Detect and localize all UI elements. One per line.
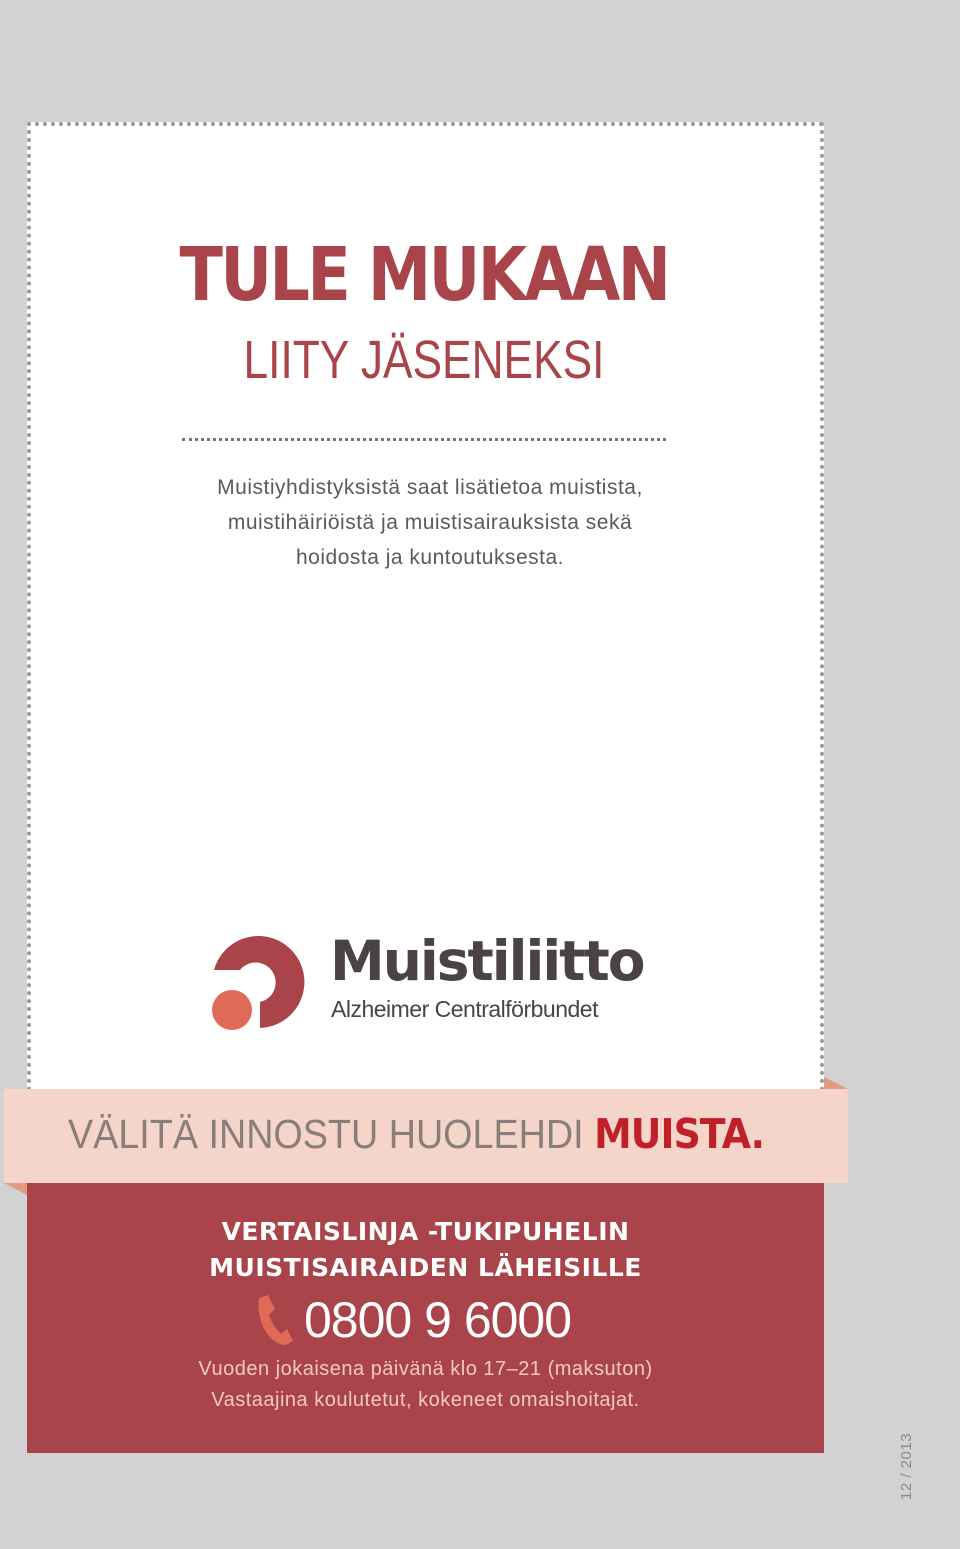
hotline-title-line: VERTAISLINJA -TUKIPUHELIN: [221, 1217, 630, 1246]
logo-name: Muistiliitto: [330, 929, 644, 993]
hotline-info-line: Vuoden jokaisena päivänä klo 17–21 (maksuton): [198, 1358, 653, 1380]
dotted-divider: [182, 438, 666, 441]
hotline-info-line: Vastaajina koulutetut, kokeneet omaishoitajat.: [211, 1389, 640, 1411]
hotline-info: [27, 1354, 824, 1416]
phone-icon: [256, 1294, 294, 1346]
hotline-title-line: MUISTISAIRAIDEN LÄHEISILLE: [209, 1253, 642, 1282]
page-subtitle: LIITY JÄSENEKSI: [243, 330, 605, 390]
logo-subtitle: Alzheimer Centralförbundet: [331, 996, 598, 1022]
slogan-text: [68, 1110, 765, 1158]
slogan-word: INNOSTU: [208, 1111, 379, 1157]
page-title: TULE MUKAAN: [179, 232, 669, 318]
slogan-word: VÄLITÄ: [68, 1111, 198, 1157]
ribbon-fold-right: [824, 1077, 848, 1089]
phone-row: [256, 1290, 596, 1350]
slogan-emphasis: MUISTA.: [594, 1110, 765, 1158]
intro-line: muistihäiriöistä ja muistisairauksista sekä: [227, 511, 633, 534]
issue-date: 12 / 2013: [898, 1432, 915, 1500]
phone-number: 0800 9 6000: [304, 1292, 572, 1348]
intro-line: Muistiyhdistyksistä saat lisätietoa muistista,: [217, 476, 643, 499]
logo-mark-icon: [210, 928, 320, 1038]
intro-line: hoidosta ja kuntoutuksesta.: [295, 546, 564, 569]
ribbon-fold-left: [4, 1183, 27, 1195]
intro-text: [150, 470, 710, 575]
muistiliitto-logo: [210, 928, 644, 1038]
hotline-title: [27, 1214, 824, 1286]
slogan-word: HUOLEHDI: [388, 1111, 584, 1157]
